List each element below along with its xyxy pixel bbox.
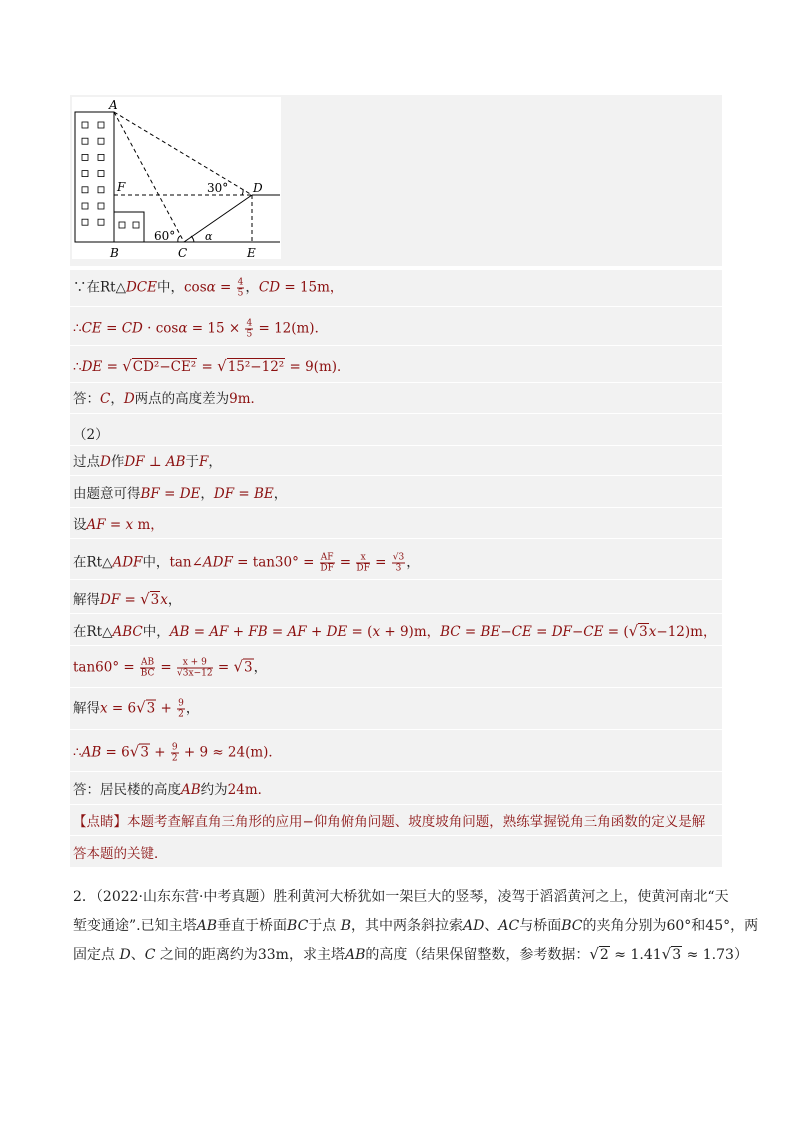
solution-line	[73, 317, 733, 340]
label-f: F	[117, 180, 126, 194]
text-run: +	[306, 624, 327, 640]
text-run: （2）	[73, 427, 109, 443]
question-line	[73, 944, 748, 964]
window-icon	[82, 219, 88, 225]
math-variable: DCE	[125, 279, 157, 296]
square-root: √3	[233, 657, 253, 676]
math-variable: D	[100, 454, 111, 470]
window-icon	[98, 154, 104, 160]
math-variable: BC	[440, 624, 461, 640]
square-root: √2	[589, 945, 609, 963]
text-run: = 12(m)．	[254, 320, 329, 337]
math-variable: AB	[165, 454, 186, 470]
text-run: 解得	[73, 592, 100, 608]
window-icon	[82, 187, 88, 193]
text-run: =	[215, 279, 236, 296]
text-run: ∴	[73, 320, 82, 337]
window-icon	[98, 122, 104, 128]
text-run: = (	[603, 624, 629, 640]
text-run: + 9 ≈ 24(m)．	[179, 744, 282, 761]
math-variable: DE	[81, 359, 103, 375]
text-run: +	[228, 624, 249, 640]
text-run: +	[156, 700, 177, 717]
label-c: C	[178, 246, 188, 259]
text-run: 9m．	[229, 391, 265, 407]
text-run: 与桥面	[519, 918, 562, 934]
text-run: =	[156, 659, 177, 676]
math-variable: AB	[181, 782, 201, 798]
text-run: ，	[273, 486, 288, 502]
text-run: ⊥	[144, 454, 166, 470]
math-variable: CE	[81, 320, 102, 337]
text-run: ，	[208, 454, 222, 470]
text-run: =	[267, 624, 288, 640]
math-variable: α	[206, 279, 216, 296]
text-run: ，	[185, 700, 200, 717]
math-variable: AC	[498, 918, 520, 934]
fraction: $\frac{4}{5}$	[237, 277, 244, 299]
math-variable: BF	[140, 486, 160, 502]
solution-line	[73, 697, 733, 720]
sightline-ac	[114, 112, 184, 242]
fraction: $\frac{x}{DF}$	[356, 552, 370, 574]
window-icon	[82, 203, 88, 209]
math-variable: AB	[344, 947, 366, 963]
text-run: =	[102, 359, 123, 375]
math-variable: x	[125, 517, 134, 533]
text-run: =	[197, 359, 218, 375]
text-run: = 15 ×	[187, 320, 245, 337]
math-variable: DE	[326, 624, 348, 640]
solution-line	[73, 620, 733, 640]
math-variable: AD	[463, 918, 485, 934]
text-run: = 9(m)．	[285, 359, 351, 375]
math-variable: BC	[287, 918, 309, 934]
text-run: ∴	[73, 359, 82, 375]
text-run: ，	[245, 279, 259, 296]
text-run: 的夹角分别为60°和45°，两	[582, 918, 759, 934]
fraction: $\frac{9}{2}$	[178, 698, 184, 720]
math-variable: CE	[583, 624, 604, 640]
window-icon	[98, 219, 104, 225]
label-alpha: α	[205, 230, 213, 243]
text-run: ，	[200, 486, 214, 502]
text-run: 在Rt△	[73, 554, 113, 571]
math-variable: BC	[561, 918, 583, 934]
text-run: · cos	[142, 320, 179, 337]
text-run: 【点睛】本题考查解直角三角形的应用−仰角俯角问题、坡度坡角问题，熟练掌握锐角三角函数的定义是解	[73, 814, 706, 830]
math-variable: α	[178, 320, 188, 337]
text-run: 固定点	[73, 947, 120, 963]
fraction: $\frac{√3}{3}$	[392, 552, 405, 574]
text-run: =	[335, 554, 356, 571]
math-variable: DF	[213, 486, 235, 502]
square-root: √3	[129, 742, 149, 761]
solution-line	[73, 551, 733, 574]
label-b: B	[110, 246, 119, 259]
window-icon	[119, 222, 125, 228]
math-variable: DF	[551, 624, 572, 640]
solution-line	[73, 588, 733, 608]
text-run: ≈ 1.73）	[682, 947, 748, 963]
label-angle-60: 60°	[154, 229, 176, 243]
text-run: tan∠	[169, 554, 203, 571]
math-variable: x	[372, 624, 381, 640]
text-run: 于	[185, 454, 199, 470]
math-variable: BE	[480, 624, 501, 640]
math-variable: AB	[196, 918, 218, 934]
solution-line	[73, 656, 733, 679]
text-run: 垂直于桥面	[217, 918, 288, 934]
slope-cd	[184, 195, 252, 242]
math-variable: x	[648, 624, 657, 640]
window-icon	[98, 138, 104, 144]
text-run: =	[460, 624, 481, 640]
text-run: + 9)m，	[380, 624, 441, 640]
text-run: =	[105, 517, 126, 533]
text-run: tan60° =	[73, 659, 139, 676]
text-run: +	[149, 744, 170, 761]
math-variable: AB	[81, 744, 102, 761]
text-run: 答：	[73, 391, 100, 407]
label-e: E	[247, 246, 256, 259]
text-run: 、	[130, 947, 145, 963]
text-run: ∴	[73, 744, 82, 761]
fraction: $\frac{x + 9}{√3x-12}$	[177, 657, 213, 679]
label-angle-30: 30°	[207, 181, 229, 195]
text-run: 由题意可得	[73, 486, 141, 502]
solution-line	[73, 482, 733, 502]
text-run: 约为	[200, 782, 228, 798]
math-variable: CE	[511, 624, 532, 640]
text-run: 、	[484, 918, 499, 934]
square-root: √15²−12²	[217, 357, 285, 375]
fraction: $\frac{AF}{DF}$	[320, 552, 334, 574]
math-variable: DE	[179, 486, 201, 502]
geometry-figure	[72, 97, 281, 259]
text-run: 中，	[142, 624, 170, 640]
text-run: 设	[73, 517, 87, 533]
text-run: 答本题的关键．	[73, 846, 168, 862]
text-run: =	[234, 486, 254, 502]
text-run: 的高度（结果保留整数，参考数据：	[365, 947, 590, 963]
text-run: 2．（2022·山东东营·中考真题）胜利黄河大桥犹如一架巨大的竖琴，凌驾于滔滔黄河之上，使黄河南北“天	[73, 889, 729, 905]
text-run: =	[120, 592, 141, 608]
solution-line	[73, 423, 733, 443]
math-variable: ABC	[112, 624, 143, 640]
text-run: ≈ 1.41	[609, 947, 662, 963]
text-run: 两点的高度差为	[134, 391, 230, 407]
math-variable: ADF	[112, 554, 143, 571]
text-run: = 15m，	[280, 279, 344, 296]
math-variable: CD	[258, 279, 281, 296]
window-icon	[133, 222, 139, 228]
math-variable: F	[198, 454, 209, 470]
text-run: = 6	[101, 744, 130, 761]
math-variable: AF	[287, 624, 307, 640]
math-variable: C	[144, 947, 156, 963]
text-run: =	[213, 659, 234, 676]
text-run: ，其中两条斜拉索	[351, 918, 464, 934]
solution-line	[73, 355, 733, 375]
text-run: −	[500, 624, 512, 640]
text-run: = (	[347, 624, 373, 640]
math-variable: x	[160, 592, 168, 608]
small-building	[114, 212, 144, 242]
solution-line	[73, 810, 733, 830]
text-run: ，	[406, 554, 420, 571]
solution-line	[73, 778, 733, 798]
text-run: =	[101, 320, 122, 337]
square-root: √3	[628, 622, 648, 640]
text-run: 答：居民楼的高度	[73, 782, 181, 798]
text-run: 过点	[73, 454, 100, 470]
text-run: 于点	[308, 918, 341, 934]
text-run: = tan30° =	[232, 554, 319, 571]
window-icon	[98, 171, 104, 177]
text-run: 解得	[73, 700, 100, 717]
math-variable: ADF	[202, 554, 233, 571]
math-variable: x	[100, 700, 108, 717]
window-icon	[98, 203, 104, 209]
text-run: 24m．	[227, 782, 272, 798]
text-run: ，	[110, 391, 124, 407]
math-variable: D	[123, 391, 135, 407]
text-run: =	[189, 624, 210, 640]
fraction: $\frac{AB}{BC}$	[140, 657, 155, 679]
math-variable: AB	[169, 624, 190, 640]
solution-line	[73, 276, 733, 299]
text-run: −12)m，	[656, 624, 717, 640]
text-run: 堑变通途”.已知主塔	[73, 918, 197, 934]
text-run: 作	[110, 454, 125, 470]
solution-line	[73, 387, 733, 407]
fraction: $\frac{4}{5}$	[246, 318, 253, 340]
text-run: = 6	[107, 700, 137, 717]
window-icon	[82, 171, 88, 177]
solution-line	[73, 450, 733, 470]
text-run: cos	[184, 279, 207, 296]
window-icon	[82, 154, 88, 160]
math-variable: B	[340, 918, 352, 934]
text-run: =	[531, 624, 552, 640]
label-d: D	[253, 181, 263, 195]
question-line	[73, 886, 733, 906]
sightline-ad	[114, 112, 252, 195]
window-icon	[82, 122, 88, 128]
square-root: √3	[661, 945, 682, 963]
math-variable: FB	[248, 624, 268, 640]
text-run: −	[571, 624, 584, 640]
text-run: ，	[253, 659, 268, 676]
solution-line	[73, 741, 733, 764]
math-variable: D	[119, 947, 131, 963]
text-run: m，	[133, 517, 164, 533]
square-root: √3	[136, 698, 156, 717]
label-a: A	[109, 98, 118, 112]
window-icon	[82, 138, 88, 144]
text-run: =	[370, 554, 391, 571]
fraction: $\frac{9}{2}$	[171, 742, 178, 764]
text-run: 中，	[157, 279, 184, 296]
math-variable: CD	[121, 320, 143, 337]
square-root: √CD²−CE²	[122, 357, 197, 375]
math-variable: C	[100, 391, 111, 407]
text-run: ，	[167, 592, 182, 608]
math-variable: DF	[100, 592, 121, 608]
text-run: =	[159, 486, 180, 502]
square-root: √3	[140, 590, 160, 608]
text-run: 之间的距离约为33m，求主塔	[155, 947, 345, 963]
math-variable: DF	[124, 454, 145, 470]
text-run: ∵在Rt△	[73, 279, 126, 296]
math-variable: BE	[254, 486, 274, 502]
math-variable: AF	[209, 624, 229, 640]
solution-line	[73, 513, 733, 533]
question-line	[73, 915, 759, 935]
tall-building	[75, 112, 114, 242]
math-variable: AF	[86, 517, 106, 533]
text-run: 在Rt△	[73, 624, 113, 640]
building-slope-diagram	[72, 97, 281, 259]
text-run: 中，	[142, 554, 170, 571]
solution-line	[73, 842, 733, 862]
window-icon	[98, 187, 104, 193]
